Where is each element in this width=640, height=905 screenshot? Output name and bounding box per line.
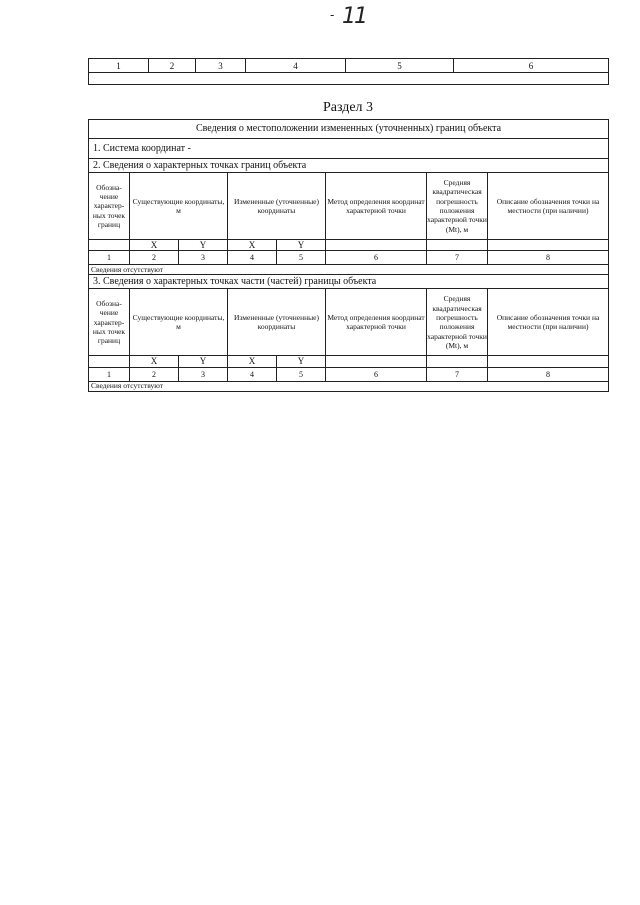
- part2-col-changed: Измененные (уточненные) координаты: [228, 173, 326, 240]
- part3-num-4: 4: [228, 367, 277, 381]
- top-col-5: 5: [346, 59, 454, 73]
- part3-num-5: 5: [277, 367, 326, 381]
- part3-col-error: Средняя квадратическая погрешность положения характерной точки (Мt), м: [427, 289, 488, 356]
- part2-num-1: 1: [89, 251, 130, 265]
- part3-col-designation: Обозна-чение характер-ных точек границ: [89, 289, 130, 356]
- part2-col-existing: Существующие координаты, м: [130, 173, 228, 240]
- part3-xy-blank-1: [89, 356, 130, 367]
- part3-num-8: 8: [488, 367, 609, 381]
- part3-num-1: 1: [89, 367, 130, 381]
- part2-xy-blank-1: [89, 240, 130, 251]
- part2-col-method: Метод определения координат характерной точки: [326, 173, 427, 240]
- part3-col-method: Метод определения координат характерной точки: [326, 289, 427, 356]
- part3-xy-blank-7: [427, 356, 488, 367]
- part2-num-6: 6: [326, 251, 427, 265]
- top-col-1: 1: [89, 59, 149, 73]
- part3-col-existing: Существующие координаты, м: [130, 289, 228, 356]
- part2-num-8: 8: [488, 251, 609, 265]
- part2-y-changed: Y: [277, 240, 326, 251]
- coordinate-system: 1. Система координат -: [89, 139, 609, 159]
- top-blank-row: [89, 73, 609, 85]
- part2-col-designation: Обозна-чение характер-ных точек границ: [89, 173, 130, 240]
- part2-num-3: 3: [179, 251, 228, 265]
- section-3-table: [88, 119, 609, 392]
- page-number-dash: -: [330, 8, 335, 22]
- part2-num-7: 7: [427, 251, 488, 265]
- top-col-3: 3: [196, 59, 246, 73]
- top-col-6: 6: [454, 59, 609, 73]
- part2-col-description: Описание обозначения точки на местности (при наличии): [488, 173, 609, 240]
- part2-xy-blank-6: [326, 240, 427, 251]
- part3-num-6: 6: [326, 367, 427, 381]
- part3-y-existing: Y: [179, 356, 228, 367]
- section-title: Раздел 3: [322, 100, 374, 115]
- part3-col-changed: Измененные (уточненные) координаты: [228, 289, 326, 356]
- part2-col-error: Средняя квадратическая погрешность положения характерной точки (Мt), м: [427, 173, 488, 240]
- part3-note: Сведения отсутствуют: [89, 381, 609, 391]
- part3-num-7: 7: [427, 367, 488, 381]
- part2-xy-blank-8: [488, 240, 609, 251]
- part2-x-existing: X: [130, 240, 179, 251]
- part3-xy-blank-6: [326, 356, 427, 367]
- part2-note: Сведения отсутствуют: [89, 265, 609, 275]
- table-header: Сведения о местоположении измененных (уточненных) границ объекта: [89, 120, 609, 139]
- part3-x-changed: X: [228, 356, 277, 367]
- part3-x-existing: X: [130, 356, 179, 367]
- part2-xy-blank-7: [427, 240, 488, 251]
- part3-num-3: 3: [179, 367, 228, 381]
- part2-x-changed: X: [228, 240, 277, 251]
- top-col-4: 4: [246, 59, 346, 73]
- page-number: [330, 4, 380, 30]
- part2-title: 2. Сведения о характерных точках границ объекта: [89, 159, 609, 173]
- part3-col-description: Описание обозначения точки на местности (при наличии): [488, 289, 609, 356]
- continuation-table: [88, 58, 609, 85]
- part3-xy-blank-8: [488, 356, 609, 367]
- part3-y-changed: Y: [277, 356, 326, 367]
- top-col-2: 2: [149, 59, 196, 73]
- part2-num-5: 5: [277, 251, 326, 265]
- part2-num-2: 2: [130, 251, 179, 265]
- page-number-value: 11: [342, 4, 366, 29]
- part3-title: 3. Сведения о характерных точках части (частей) границы объекта: [89, 275, 609, 289]
- part3-num-2: 2: [130, 367, 179, 381]
- part2-y-existing: Y: [179, 240, 228, 251]
- part2-num-4: 4: [228, 251, 277, 265]
